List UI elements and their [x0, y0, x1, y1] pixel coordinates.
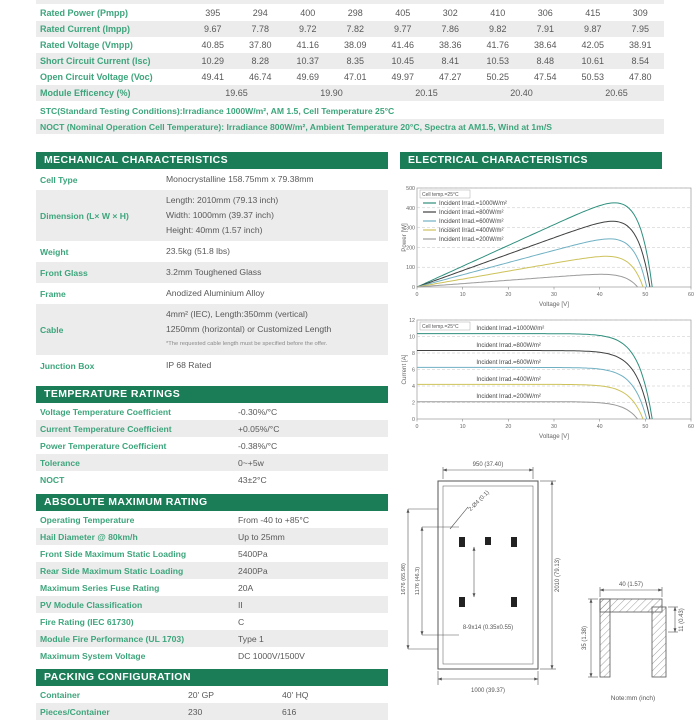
- spec-value: 9.77: [394, 24, 412, 34]
- row-label: Frame: [40, 288, 66, 299]
- row-label: NOCT: [40, 474, 65, 485]
- table-row: [36, 579, 388, 596]
- row-value: DC 1000V/1500V: [238, 650, 305, 661]
- spec-value: 9.67: [204, 24, 222, 34]
- iv-curve-chart: [400, 314, 698, 441]
- spec-row-label: Rated Power (Pmpp): [40, 8, 129, 18]
- svg-text:Incident Irrad.=200W/m²: Incident Irrad.=200W/m²: [439, 237, 504, 243]
- row-label: Maximum System Voltage: [40, 650, 146, 661]
- table-row: [36, 304, 388, 355]
- svg-text:40: 40: [596, 292, 603, 298]
- row-value: 0~+5w: [238, 457, 264, 468]
- row-label: Front Glass: [40, 267, 88, 278]
- spec-value: 400: [300, 8, 316, 18]
- mechanical-table: [36, 169, 388, 376]
- spec-value: 47.27: [439, 72, 462, 82]
- packing-table: [36, 686, 388, 720]
- table-row: [36, 283, 388, 304]
- dim-holes: 2-Ø4 (0.1): [467, 489, 491, 513]
- row-label: Current Temperature Coefficient: [40, 423, 172, 434]
- spec-value: 7.95: [631, 24, 650, 34]
- svg-text:Current [A]: Current [A]: [401, 354, 408, 385]
- spec-value: 41.76: [486, 40, 510, 50]
- frame-cross-section: [600, 599, 666, 677]
- spec-value: 38.91: [629, 40, 652, 50]
- spec-value: 8.35: [346, 56, 365, 66]
- row-value: [166, 304, 331, 355]
- spec-row: [36, 37, 664, 53]
- svg-text:0: 0: [412, 285, 415, 291]
- spec-value: 7.82: [346, 24, 365, 34]
- spec-value: 410: [490, 8, 506, 18]
- efficiency-value: 20.15: [415, 88, 438, 98]
- table-row: [36, 703, 388, 720]
- value-line: IP 68 Rated: [166, 360, 212, 370]
- row-label: Maximum Series Fuse Rating: [40, 582, 160, 593]
- spec-value: 49.69: [296, 72, 320, 82]
- row-value: II: [238, 599, 243, 610]
- spec-value: 38.64: [534, 40, 557, 50]
- efficiency-value: 19.90: [320, 88, 343, 98]
- svg-text:Incident Irrad.=400W/m²: Incident Irrad.=400W/m²: [439, 228, 504, 234]
- row-label: PV Module Classification: [40, 599, 143, 610]
- svg-text:Incident Irrad.=400W/m²: Incident Irrad.=400W/m²: [476, 376, 541, 383]
- packing-header: PACKING CONFIGURATION: [36, 669, 388, 686]
- row-label: Weight: [40, 246, 69, 257]
- table-row: [36, 169, 388, 190]
- svg-text:10: 10: [459, 292, 466, 298]
- row-label: Rear Side Maximum Static Loading: [40, 565, 184, 576]
- spec-value: 47.01: [344, 72, 367, 82]
- table-row: [36, 241, 388, 262]
- svg-text:Voltage [V]: Voltage [V]: [539, 433, 569, 440]
- row-value: C: [238, 616, 245, 627]
- spec-value: 49.97: [391, 72, 415, 82]
- row-value: [166, 355, 211, 376]
- packing-value: 40' HQ: [282, 689, 309, 700]
- spec-value: 9.72: [299, 24, 317, 34]
- panel-inner-frame: [443, 486, 533, 664]
- table-row: [36, 190, 388, 241]
- value-line: Height: 40mm (1.57 inch): [166, 225, 263, 235]
- table-row: [36, 613, 388, 630]
- svg-text:10: 10: [409, 334, 415, 341]
- value-line: Width: 1000mm (39.37 inch): [166, 210, 274, 220]
- spec-value: 302: [442, 8, 458, 18]
- dim-top-width: 950 (37.40): [472, 462, 504, 468]
- spec-value: 415: [585, 8, 601, 18]
- svg-text:30: 30: [551, 424, 557, 430]
- row-value: 2400Pa: [238, 565, 268, 576]
- spec-value: 47.80: [629, 72, 652, 82]
- spec-value: 8.41: [441, 56, 460, 66]
- dim-section-lip: 11 (0.43): [679, 608, 685, 632]
- table-row: [36, 471, 388, 488]
- table-row: [36, 562, 388, 579]
- svg-text:30: 30: [551, 292, 557, 298]
- cropped-row-sliver: [36, 0, 664, 4]
- spec-value: 10.45: [391, 56, 415, 66]
- row-label: Cell Type: [40, 174, 78, 185]
- spec-value: 306: [537, 8, 553, 18]
- spec-value: 9.82: [489, 24, 507, 34]
- spec-row: [36, 69, 664, 85]
- absolute-header: ABSOLUTE MAXIMUM RATING: [36, 494, 388, 511]
- spec-value: 10.37: [296, 56, 320, 66]
- table-row: [36, 596, 388, 613]
- spec-row-label: Module Efficency (%): [40, 88, 131, 98]
- row-value: From -40 to +85°C: [238, 514, 310, 525]
- spec-value: 38.09: [344, 40, 367, 50]
- spec-row-label: Rated Voltage (Vmpp): [40, 40, 133, 50]
- svg-text:400: 400: [406, 205, 415, 212]
- svg-text:50: 50: [642, 292, 649, 298]
- row-label: Container: [40, 689, 81, 700]
- svg-text:20: 20: [505, 292, 512, 298]
- spec-value: 7.78: [251, 24, 270, 34]
- row-value: Type 1: [238, 633, 264, 644]
- drawing-note: Note:mm (inch): [610, 695, 656, 702]
- svg-text:60: 60: [688, 292, 694, 298]
- spec-row: [36, 21, 664, 37]
- mounting-slots: [459, 537, 517, 607]
- svg-text:Cell temp.=25°C: Cell temp.=25°C: [422, 192, 459, 198]
- spec-value: 309: [632, 8, 648, 18]
- dim-left-outer: 1676 (65.98): [401, 563, 407, 595]
- row-label: Tolerance: [40, 457, 80, 468]
- value-line: 3.2mm Toughened Glass: [166, 267, 262, 277]
- panel-outer-frame: [438, 481, 538, 669]
- efficiency-value: 20.65: [605, 88, 628, 98]
- row-label: Module Fire Performance (UL 1703): [40, 633, 185, 644]
- svg-text:100: 100: [406, 265, 415, 272]
- row-value: [166, 283, 264, 304]
- spec-value: 8.54: [631, 56, 650, 66]
- spec-value: 46.74: [249, 72, 272, 82]
- svg-text:Incident Irrad.=600W/m²: Incident Irrad.=600W/m²: [476, 359, 541, 366]
- spec-value: 405: [395, 8, 411, 18]
- svg-text:Power [W]: Power [W]: [401, 223, 408, 252]
- right-column: [400, 152, 698, 707]
- pv-curve-chart: [400, 182, 698, 309]
- value-line: 1250mm (horizontal) or Customized Length: [166, 324, 332, 334]
- svg-text:500: 500: [406, 186, 415, 192]
- row-value: [166, 262, 261, 283]
- spec-value: 10.53: [486, 56, 510, 66]
- table-row: [36, 511, 388, 528]
- row-label: Operating Temperature: [40, 514, 135, 525]
- table-row: [36, 355, 388, 376]
- svg-text:10: 10: [459, 424, 466, 430]
- row-label: Front Side Maximum Static Loading: [40, 548, 187, 559]
- row-value: Up to 25mm: [238, 531, 285, 542]
- temperature-header: TEMPERATURE RATINGS: [36, 386, 388, 403]
- svg-text:200: 200: [406, 245, 415, 252]
- efficiency-value: 20.40: [510, 88, 533, 98]
- spec-value: 10.29: [201, 56, 225, 66]
- spec-value: 7.86: [441, 24, 460, 34]
- spec-value: 7.91: [536, 24, 555, 34]
- table-row: [36, 647, 388, 664]
- svg-text:Incident Irrad.=1000W/m²: Incident Irrad.=1000W/m²: [439, 201, 507, 207]
- spec-table: [36, 5, 664, 101]
- value-line: Length: 2010mm (79.13 inch): [166, 195, 279, 205]
- spec-value: 40.85: [201, 40, 225, 50]
- row-label: Voltage Temperature Coefficient: [40, 406, 171, 417]
- svg-text:50: 50: [642, 424, 649, 430]
- spec-value: 294: [252, 8, 268, 18]
- svg-text:0: 0: [415, 292, 419, 298]
- spec-row-label: Open Circuit Voltage (Voc): [40, 72, 153, 82]
- svg-text:Incident Irrad.=800W/m²: Incident Irrad.=800W/m²: [439, 210, 504, 216]
- spec-value: 47.54: [534, 72, 557, 82]
- svg-text:300: 300: [406, 225, 415, 232]
- row-label: Fire Rating (IEC 61730): [40, 616, 134, 627]
- spec-value: 38.36: [439, 40, 462, 50]
- efficiency-row: [36, 85, 664, 101]
- row-value: 20A: [238, 582, 254, 593]
- row-label: Junction Box: [40, 360, 95, 371]
- svg-text:2: 2: [412, 400, 415, 407]
- electrical-header: ELECTRICAL CHARACTERISTICS: [400, 152, 662, 169]
- table-row: [36, 630, 388, 647]
- row-value: +0.05%/°C: [238, 423, 280, 434]
- svg-text:4: 4: [412, 384, 415, 390]
- svg-text:12: 12: [409, 318, 415, 324]
- svg-text:Voltage [V]: Voltage [V]: [539, 301, 569, 308]
- value-line: 4mm² (IEC), Length:350mm (vertical): [166, 309, 308, 319]
- spec-value: 42.05: [581, 40, 605, 50]
- noct-note: NOCT (Nominal Operation Cell Temperature): Irradiance 800W/m², Ambient Temperature 20°C, Spectra at AM1.5, Wind at 1m/S: [36, 119, 664, 134]
- mechanical-header: MECHANICAL CHARACTERISTICS: [36, 152, 388, 169]
- svg-text:0: 0: [412, 417, 415, 423]
- dim-bottom-width: 1000 (39.37): [470, 688, 506, 694]
- row-value: [166, 190, 278, 241]
- table-row: [36, 262, 388, 283]
- table-row: [36, 437, 388, 454]
- spec-value: 395: [205, 8, 221, 18]
- svg-text:60: 60: [688, 424, 694, 430]
- stc-note: STC(Standard Testing Conditions):Irradiance 1000W/m², AM 1.5, Cell Temperature 25°C: [40, 105, 395, 116]
- svg-text:0: 0: [415, 424, 419, 430]
- svg-text:40: 40: [596, 424, 603, 430]
- spec-row-label: Rated Current (Impp): [40, 24, 130, 34]
- svg-text:Incident Irrad.=1000W/m²: Incident Irrad.=1000W/m²: [476, 326, 545, 333]
- row-footnote: *The requested cable length must be specified before the offer.: [166, 341, 328, 347]
- absolute-table: [36, 511, 388, 664]
- table-row: [36, 528, 388, 545]
- spec-row-label: Short Circuit Current (Isc): [40, 56, 151, 66]
- efficiency-value: 19.65: [225, 88, 248, 98]
- panel-dimension-drawing: [400, 449, 698, 707]
- row-value: 5400Pa: [238, 548, 268, 559]
- spec-row: [36, 53, 664, 69]
- table-row: [36, 454, 388, 471]
- row-label: Power Temperature Coefficient: [40, 440, 167, 451]
- spec-value: 9.87: [584, 24, 602, 34]
- svg-text:20: 20: [505, 424, 512, 430]
- spec-row: [36, 5, 664, 21]
- svg-text:Incident Irrad.=800W/m²: Incident Irrad.=800W/m²: [476, 343, 541, 350]
- packing-value: 230: [188, 706, 203, 717]
- svg-text:8: 8: [412, 351, 415, 357]
- table-row: [36, 420, 388, 437]
- spec-value: 8.48: [536, 56, 555, 66]
- spec-value: 298: [347, 8, 363, 18]
- spec-value: 41.46: [391, 40, 415, 50]
- dim-slots: 8-9x14 (0.35x0.55): [462, 625, 514, 631]
- temperature-table: [36, 403, 388, 488]
- svg-text:Incident Irrad.=200W/m²: Incident Irrad.=200W/m²: [476, 394, 541, 401]
- table-row: [36, 403, 388, 420]
- packing-value: 20' GP: [188, 689, 215, 700]
- row-value: [166, 241, 230, 262]
- row-label: Hail Diameter @ 80km/h: [40, 531, 138, 542]
- dim-section-height: 35 (1.38): [582, 625, 588, 651]
- row-value: -0.30%/°C: [238, 406, 278, 417]
- spec-value: 37.80: [249, 40, 272, 50]
- value-line: Monocrystalline 158.75mm x 79.38mm: [166, 174, 314, 184]
- row-label: Cable: [40, 324, 64, 335]
- spec-value: 41.16: [296, 40, 320, 50]
- dim-height: 2010 (79.13): [555, 557, 561, 593]
- row-value: -0.38%/°C: [238, 440, 278, 451]
- svg-text:Incident Irrad.=600W/m²: Incident Irrad.=600W/m²: [439, 219, 504, 225]
- spec-value: 8.28: [251, 56, 270, 66]
- dim-section-width: 40 (1.57): [618, 582, 644, 588]
- svg-text:Cell temp.=25°C: Cell temp.=25°C: [422, 324, 459, 330]
- row-label: Pieces/Container: [40, 706, 110, 717]
- table-row: [36, 686, 388, 703]
- row-value: 43±2°C: [238, 474, 267, 485]
- dim-left-inner: 1176 (46.3): [415, 566, 421, 596]
- spec-value: 49.41: [201, 72, 225, 82]
- row-value: [166, 169, 314, 190]
- svg-text:6: 6: [412, 367, 415, 374]
- row-label: Dimension (L× W × H): [40, 210, 129, 221]
- table-row: [36, 545, 388, 562]
- value-line: Anodized Aluminium Alloy: [166, 288, 265, 298]
- spec-value: 10.61: [581, 56, 605, 66]
- value-line: 23.5kg (51.8 lbs): [166, 246, 231, 256]
- spec-value: 50.25: [486, 72, 510, 82]
- packing-value: 616: [282, 706, 297, 717]
- left-column: [36, 152, 388, 720]
- spec-value: 50.53: [581, 72, 605, 82]
